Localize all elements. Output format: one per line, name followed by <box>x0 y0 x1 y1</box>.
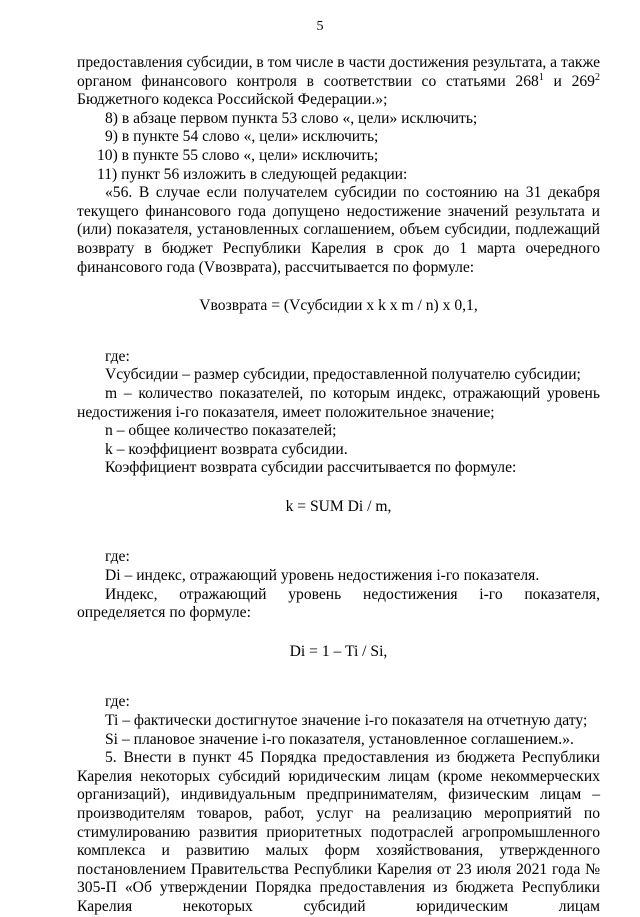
where-label: где: <box>105 548 130 566</box>
formula-k: k = SUM Di / m, <box>285 497 392 515</box>
definition-si: Si – плановое значение i-го показателя, установленное соглашением.». <box>105 730 574 748</box>
index-intro: Индекс, отражающий уровень недостижения i-го показателя, определяется по формуле: <box>77 585 600 622</box>
definition-k: k – коэффициент возврата субсидии. <box>105 440 348 458</box>
text-run: Бюджетного кодекса Российской Федерации.»; <box>77 91 388 109</box>
paragraph-continuation <box>77 54 600 110</box>
coefficient-intro: Коэффициент возврата субсидии рассчитывается по формуле: <box>105 459 517 477</box>
document-body <box>77 54 600 917</box>
definition-v: Vсубсидии – размер субсидии, предоставленной получателю субсидии; <box>105 366 581 384</box>
paragraph-5: 5. Внести в пункт 45 Порядка предоставления из бюджета Республики Карелия некоторых субсидий юридическим лицам (кроме некоммерческих организаций), индивидуальным предпринимателям, физическим лицам – производителям товаров, работ, услуг на реализацию мероприятий по стимулированию развития приоритетных подотраслей агропромышленного комплекса и развитию малых форм хозяйствования, утвержденного постановлением Правительства Республики Карелия от 23 июля 2021 года № 305-П «Об утверждении Порядка предоставления из бюджета Республики Карелия некоторых субсидий юридическим лицам <box>77 749 600 915</box>
formula-v-return: Vвозврата = (Vсубсидии x k x m / n) x 0,1, <box>199 297 478 315</box>
paragraph-56: «56. В случае если получателем субсидии по состоянию на 31 декабря текущего финансового года допущено недостижение значений результата и (или) показателя, установленных соглашением, объем субсидии, подлежащий возврату в бюджет Республики Карелия в срок до 1 марта очередного финансового года (Vвозврата), рассчитывается по формуле: <box>77 184 600 276</box>
list-item-9: 9) в пункте 54 слово «, цели» исключить; <box>105 128 379 146</box>
page-number: 5 <box>316 19 324 34</box>
list-item-11: 11) пункт 56 изложить в следующей редакции: <box>97 165 408 183</box>
where-label: где: <box>105 693 130 711</box>
definition-n: n – общее количество показателей; <box>105 422 337 440</box>
text-run: предоставления субсидии, в том числе в части достижения результата, а также органом финансового контроля в соответствии со статьями 268 <box>77 54 600 90</box>
list-item-8: 8) в абзаце первом пункта 53 слово «, цели» исключить; <box>105 109 478 127</box>
list-item-10: 10) в пункте 55 слово «, цели» исключить; <box>97 146 379 164</box>
where-label: где: <box>105 347 130 365</box>
superscript: 1 <box>538 71 544 83</box>
definition-di: Di – индекс, отражающий уровень недостижения i-го показателя. <box>105 567 540 585</box>
definition-m: m – количество показателей, по которым индекс, отражающий уровень недостижения i-го показателя, имеет положительное значение; <box>77 384 600 421</box>
superscript: 2 <box>594 71 600 83</box>
text-run: и 269 <box>543 72 595 90</box>
definition-ti: Ti – фактически достигнутое значение i-го показателя на отчетную дату; <box>105 712 588 730</box>
formula-di: Di = 1 – Ti / Si, <box>289 642 388 660</box>
